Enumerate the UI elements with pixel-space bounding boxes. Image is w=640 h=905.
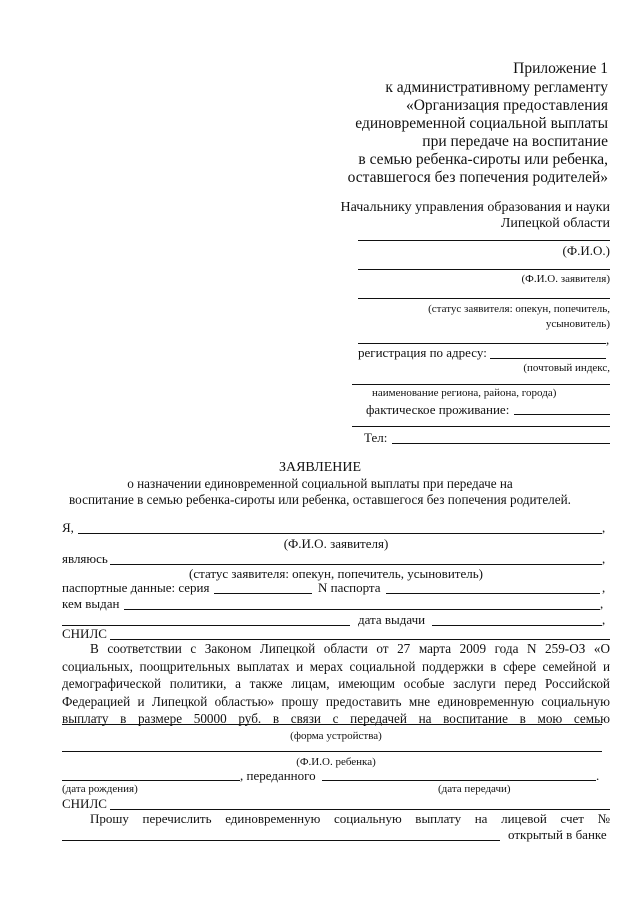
passport-series-label: паспортные данные: серия (62, 580, 210, 595)
issue-date-label: дата выдачи (358, 612, 426, 627)
main-paragraph: В соответствии с Законом Липецкой области от 27 марта 2009 года N 259-ОЗ «О социальных, поощрительных выплатах и мерах социальной поддержки в сфере семейной и демографической политики, а также лицам, имеющим особые заслуги перед Российской Федерацией и Липецкой областью» прошу предоставить мне единовременную социальную выплату в размере 50000 руб. в связи с передачей на воспитание в мою семью (62, 641, 610, 727)
comma-4: , (600, 596, 604, 611)
issue-date-line[interactable] (432, 625, 602, 626)
appendix-line-3: «Организация предоставления (405, 97, 608, 114)
fio-caption: (Ф.И.О. заявителя) (283, 536, 389, 551)
addressee-line-1: Начальнику управления образования и науки (340, 200, 610, 215)
registration-line[interactable] (490, 358, 606, 359)
status-label-2: усыновитель) (545, 318, 610, 330)
postal-label: (почтовый индекс, (523, 362, 610, 374)
transfer-date-caption: (дата передачи) (438, 783, 511, 795)
child-snils-line[interactable] (110, 809, 610, 810)
title-sub-2: воспитание в семью ребенка-сироты или ребенка, оставшегося без попечения родителей. (69, 492, 571, 507)
appendix-line-7: оставшегося без попечения родителей» (347, 169, 608, 186)
child-name-caption: (Ф.И.О. ребенка) (296, 756, 376, 768)
comma: , (606, 332, 610, 347)
title-sub-1: о назначении единовременной социальной выплаты при передаче на (127, 476, 513, 491)
tel-line[interactable] (392, 443, 610, 444)
ya-label: Я, (62, 520, 74, 535)
opened-bank-label: открытый в банке (508, 827, 607, 842)
comma-5: , (602, 612, 606, 627)
account-line[interactable] (62, 840, 418, 841)
comma-1: , (602, 520, 606, 535)
payment-paragraph: Прошу перечислить единовременную социальную выплату на лицевой счет № (90, 811, 610, 826)
actual-residence-line-2[interactable] (352, 426, 610, 427)
appendix-line-1: Приложение 1 (513, 60, 608, 77)
fio-applicant-label: (Ф.И.О. заявителя) (521, 273, 610, 285)
tel-label: Тел: (364, 430, 388, 445)
passport-number-line[interactable] (386, 593, 600, 594)
transferred-label: , переданного (240, 768, 316, 783)
document-title: ЗАЯВЛЕНИЕ (278, 460, 362, 475)
placement-form-line[interactable] (62, 724, 602, 725)
passport-number-label: N паспорта (318, 580, 381, 595)
comma-3: , (602, 580, 606, 595)
actual-residence-label: фактическое проживание: (366, 402, 510, 417)
region-label: наименование региона, района, города) (372, 387, 557, 399)
fio-label: (Ф.И.О.) (562, 243, 610, 258)
status-field-line[interactable] (110, 564, 602, 565)
status-line-2[interactable] (358, 343, 606, 344)
status-line[interactable] (358, 298, 610, 299)
account-line-2[interactable] (418, 840, 500, 841)
appendix-line-5: при передаче на воспитание (422, 133, 608, 150)
actual-residence-line[interactable] (514, 414, 610, 415)
status-caption: (статус заявителя: опекун, попечитель, усыновитель) (189, 566, 483, 581)
yavlyayus-label: являюсь (62, 551, 108, 566)
child-snils-label: СНИЛС (62, 796, 107, 811)
birth-date-line[interactable] (62, 780, 240, 781)
appendix-line-6: в семью ребенка-сироты или ребенка, (358, 151, 608, 168)
placement-form-caption: (форма устройства) (290, 730, 382, 742)
registration-label: регистрация по адресу: (358, 345, 487, 360)
issued-by-line[interactable] (124, 609, 600, 610)
transfer-date-line[interactable] (322, 780, 596, 781)
comma-2: , (602, 551, 606, 566)
snils-label: СНИЛС (62, 626, 107, 641)
child-name-line[interactable] (62, 751, 602, 752)
passport-series-line[interactable] (214, 593, 312, 594)
appendix-line-2: к административному регламенту (385, 79, 608, 96)
issued-by-label: кем выдан (62, 596, 120, 611)
region-line[interactable] (352, 384, 610, 385)
status-label-1: (статус заявителя: опекун, попечитель, (428, 303, 610, 315)
appendix-line-4: единовременной социальной выплаты (355, 115, 608, 132)
addressee-line-2: Липецкой области (500, 216, 610, 231)
birth-date-caption: (дата рождения) (62, 783, 138, 795)
fio-applicant-line[interactable] (358, 269, 610, 270)
period: . (596, 768, 600, 783)
applicant-name-line[interactable] (78, 533, 602, 534)
fio-line[interactable] (358, 240, 610, 241)
